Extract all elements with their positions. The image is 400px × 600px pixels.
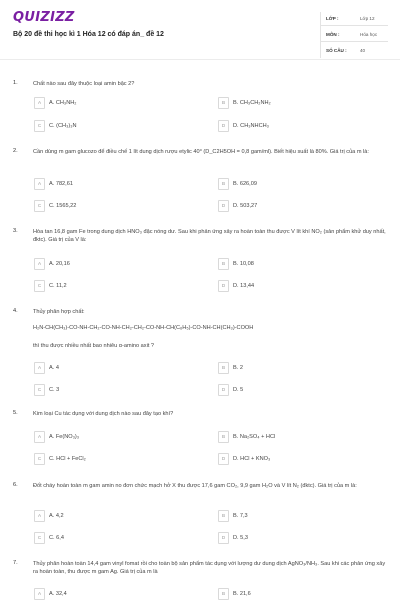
option-letter-badge: A — [34, 510, 45, 522]
option-c[interactable] — [34, 453, 184, 465]
question-text: Chất nào sau đây thuộc loại amin bậc 2? — [33, 81, 135, 87]
option-letter-badge: C — [34, 280, 45, 292]
option-text: A. 32,4 — [49, 591, 67, 597]
question-text: Thủy phân hoàn toàn 14,4 gam vinyl fomat rồi cho toàn bộ sản phẩm tác dụng với lượng dư dung dịch AgNO₃/NH₃. Sau khi các phản ứng xảy ra hoàn toàn, thu được m gam Ag. Giá trị của m là — [33, 561, 386, 576]
option-c[interactable] — [34, 280, 184, 292]
option-b[interactable] — [218, 258, 368, 270]
option-a[interactable] — [34, 178, 184, 190]
question-number: 7. — [13, 560, 18, 566]
option-text: B. 7,3 — [233, 513, 248, 519]
meta-label: SỐ CÂU : — [326, 48, 347, 53]
meta-question-count — [320, 46, 388, 58]
option-letter-badge: C — [34, 384, 45, 396]
option-text: A. 4,2 — [49, 513, 64, 519]
option-a[interactable] — [34, 588, 184, 600]
option-a[interactable] — [34, 362, 184, 374]
meta-label: MÔN : — [326, 32, 340, 37]
option-letter-badge: D — [218, 384, 229, 396]
option-text: D. CH₃NHCH₃ — [233, 123, 269, 129]
option-letter-badge: D — [218, 453, 229, 465]
option-b[interactable] — [218, 362, 368, 374]
option-d[interactable] — [218, 384, 368, 396]
header — [0, 0, 400, 60]
meta-value: Lớp 12 — [360, 16, 375, 21]
option-letter-badge: B — [218, 588, 229, 600]
option-letter-badge: D — [218, 280, 229, 292]
option-letter-badge: B — [218, 431, 229, 443]
question-number: 6. — [13, 482, 18, 488]
question-text: Hòa tan 16,8 gam Fe trong dung dịch HNO₃ đặc nóng dư. Sau khi phản ứng xảy ra hoàn toàn thu được V lít khí NO₂ (sản phẩm khử duy nhất, đktc). Giá trị của V là: — [33, 229, 386, 244]
option-text: C. (CH₃)₃N — [49, 123, 77, 129]
option-text: B. 21,6 — [233, 591, 251, 597]
option-text: D. 5,3 — [233, 535, 248, 541]
option-d[interactable] — [218, 120, 368, 132]
option-text: C. 1565,22 — [49, 203, 77, 209]
option-a[interactable] — [34, 510, 184, 522]
option-c[interactable] — [34, 532, 184, 544]
option-text: B. 2 — [233, 365, 243, 371]
question-formula: H₂N-CH(CH₃)-CO-NH-CH₂-CO-NH-CH₂-CH₂-CO-NH-CH(C₆H₅)-CO-NH-CH(CH₃)-COOH — [33, 325, 254, 331]
option-d[interactable] — [218, 280, 368, 292]
option-text: A. CH₃NH₂ — [49, 100, 77, 106]
question-number: 5. — [13, 410, 18, 416]
option-text: C. 3 — [49, 387, 60, 393]
question-text: Đốt cháy hoàn toàn m gam amin no đơn chức mạch hở X thu được 17,6 gam CO₂, 9,9 gam H₂O và V lít N₂ (đktc). Giá trị của m là: — [33, 483, 357, 489]
option-a[interactable] — [34, 258, 184, 270]
question-followup: thì thu được nhiều nhất bao nhiêu α-amino axit ? — [33, 343, 155, 349]
option-text: A. 782,61 — [49, 181, 73, 187]
option-c[interactable] — [34, 200, 184, 212]
option-letter-badge: C — [34, 453, 45, 465]
option-b[interactable] — [218, 510, 368, 522]
option-letter-badge: B — [218, 97, 229, 109]
option-letter-badge: A — [34, 178, 45, 190]
option-text: D. HCl + KNO₃ — [233, 456, 271, 462]
option-c[interactable] — [34, 384, 184, 396]
option-d[interactable] — [218, 453, 368, 465]
option-text: C. HCl + FeCl₂ — [49, 456, 86, 462]
option-letter-badge: A — [34, 588, 45, 600]
option-text: A. 20,16 — [49, 261, 70, 267]
option-letter-badge: B — [218, 258, 229, 270]
option-text: B. 10,08 — [233, 261, 254, 267]
option-text: B. Na₂SO₄ + HCl — [233, 434, 276, 440]
option-text: D. 503,27 — [233, 203, 258, 209]
question-text: Thủy phân hợp chất: — [33, 309, 85, 315]
quizizz-logo[interactable]: QUIZIZZ — [13, 10, 75, 25]
option-text: B. 626,09 — [233, 181, 257, 187]
option-a[interactable] — [34, 431, 184, 443]
option-b[interactable] — [218, 178, 368, 190]
question-text: Kim loại Cu tác dụng với dung dịch nào sau đây tạo khí? — [33, 411, 174, 417]
option-b[interactable] — [218, 588, 368, 600]
option-b[interactable] — [218, 431, 368, 443]
option-letter-badge: C — [34, 532, 45, 544]
option-text: C. 11,2 — [49, 283, 67, 289]
option-text: C. 6,4 — [49, 535, 64, 541]
meta-label: LỚP : — [326, 16, 339, 21]
option-letter-badge: D — [218, 120, 229, 132]
meta-value: 40 — [360, 48, 366, 53]
option-a[interactable] — [34, 97, 184, 109]
option-b[interactable] — [218, 97, 368, 109]
option-text: A. Fe(NO₃)₃ — [49, 434, 80, 440]
option-letter-badge: A — [34, 258, 45, 270]
option-letter-badge: B — [218, 178, 229, 190]
option-letter-badge: D — [218, 200, 229, 212]
option-letter-badge: C — [34, 120, 45, 132]
meta-subject — [320, 30, 388, 42]
question-number: 1. — [13, 80, 18, 86]
page-title: Bộ 20 đề thi học kì 1 Hóa 12 có đáp án_ đề 12 — [13, 31, 164, 38]
option-text: B. CH₃CH₂NH₂ — [233, 100, 271, 106]
meta-class — [320, 14, 388, 26]
option-letter-badge: A — [34, 97, 45, 109]
option-text: A. 4 — [49, 365, 59, 371]
option-d[interactable] — [218, 532, 368, 544]
option-text: D. 5 — [233, 387, 244, 393]
option-text: D. 13,44 — [233, 283, 255, 289]
question-number: 4. — [13, 308, 18, 314]
option-letter-badge: A — [34, 362, 45, 374]
meta-value: Hóa học — [360, 32, 378, 37]
question-number: 2. — [13, 148, 18, 154]
option-letter-badge: D — [218, 532, 229, 544]
question-text: Cần dùng m gam glucozo để điều chế 1 lít dung dịch rượu etylic 40⁰ (D_C2H5OH = 0,8 gam/ml). Biết hiệu suất là 80%. Giá trị của m là: — [33, 149, 369, 155]
option-letter-badge: C — [34, 200, 45, 212]
option-letter-badge: B — [218, 510, 229, 522]
option-d[interactable] — [218, 200, 368, 212]
option-letter-badge: A — [34, 431, 45, 443]
option-letter-badge: B — [218, 362, 229, 374]
question-number: 3. — [13, 228, 18, 234]
option-c[interactable] — [34, 120, 184, 132]
